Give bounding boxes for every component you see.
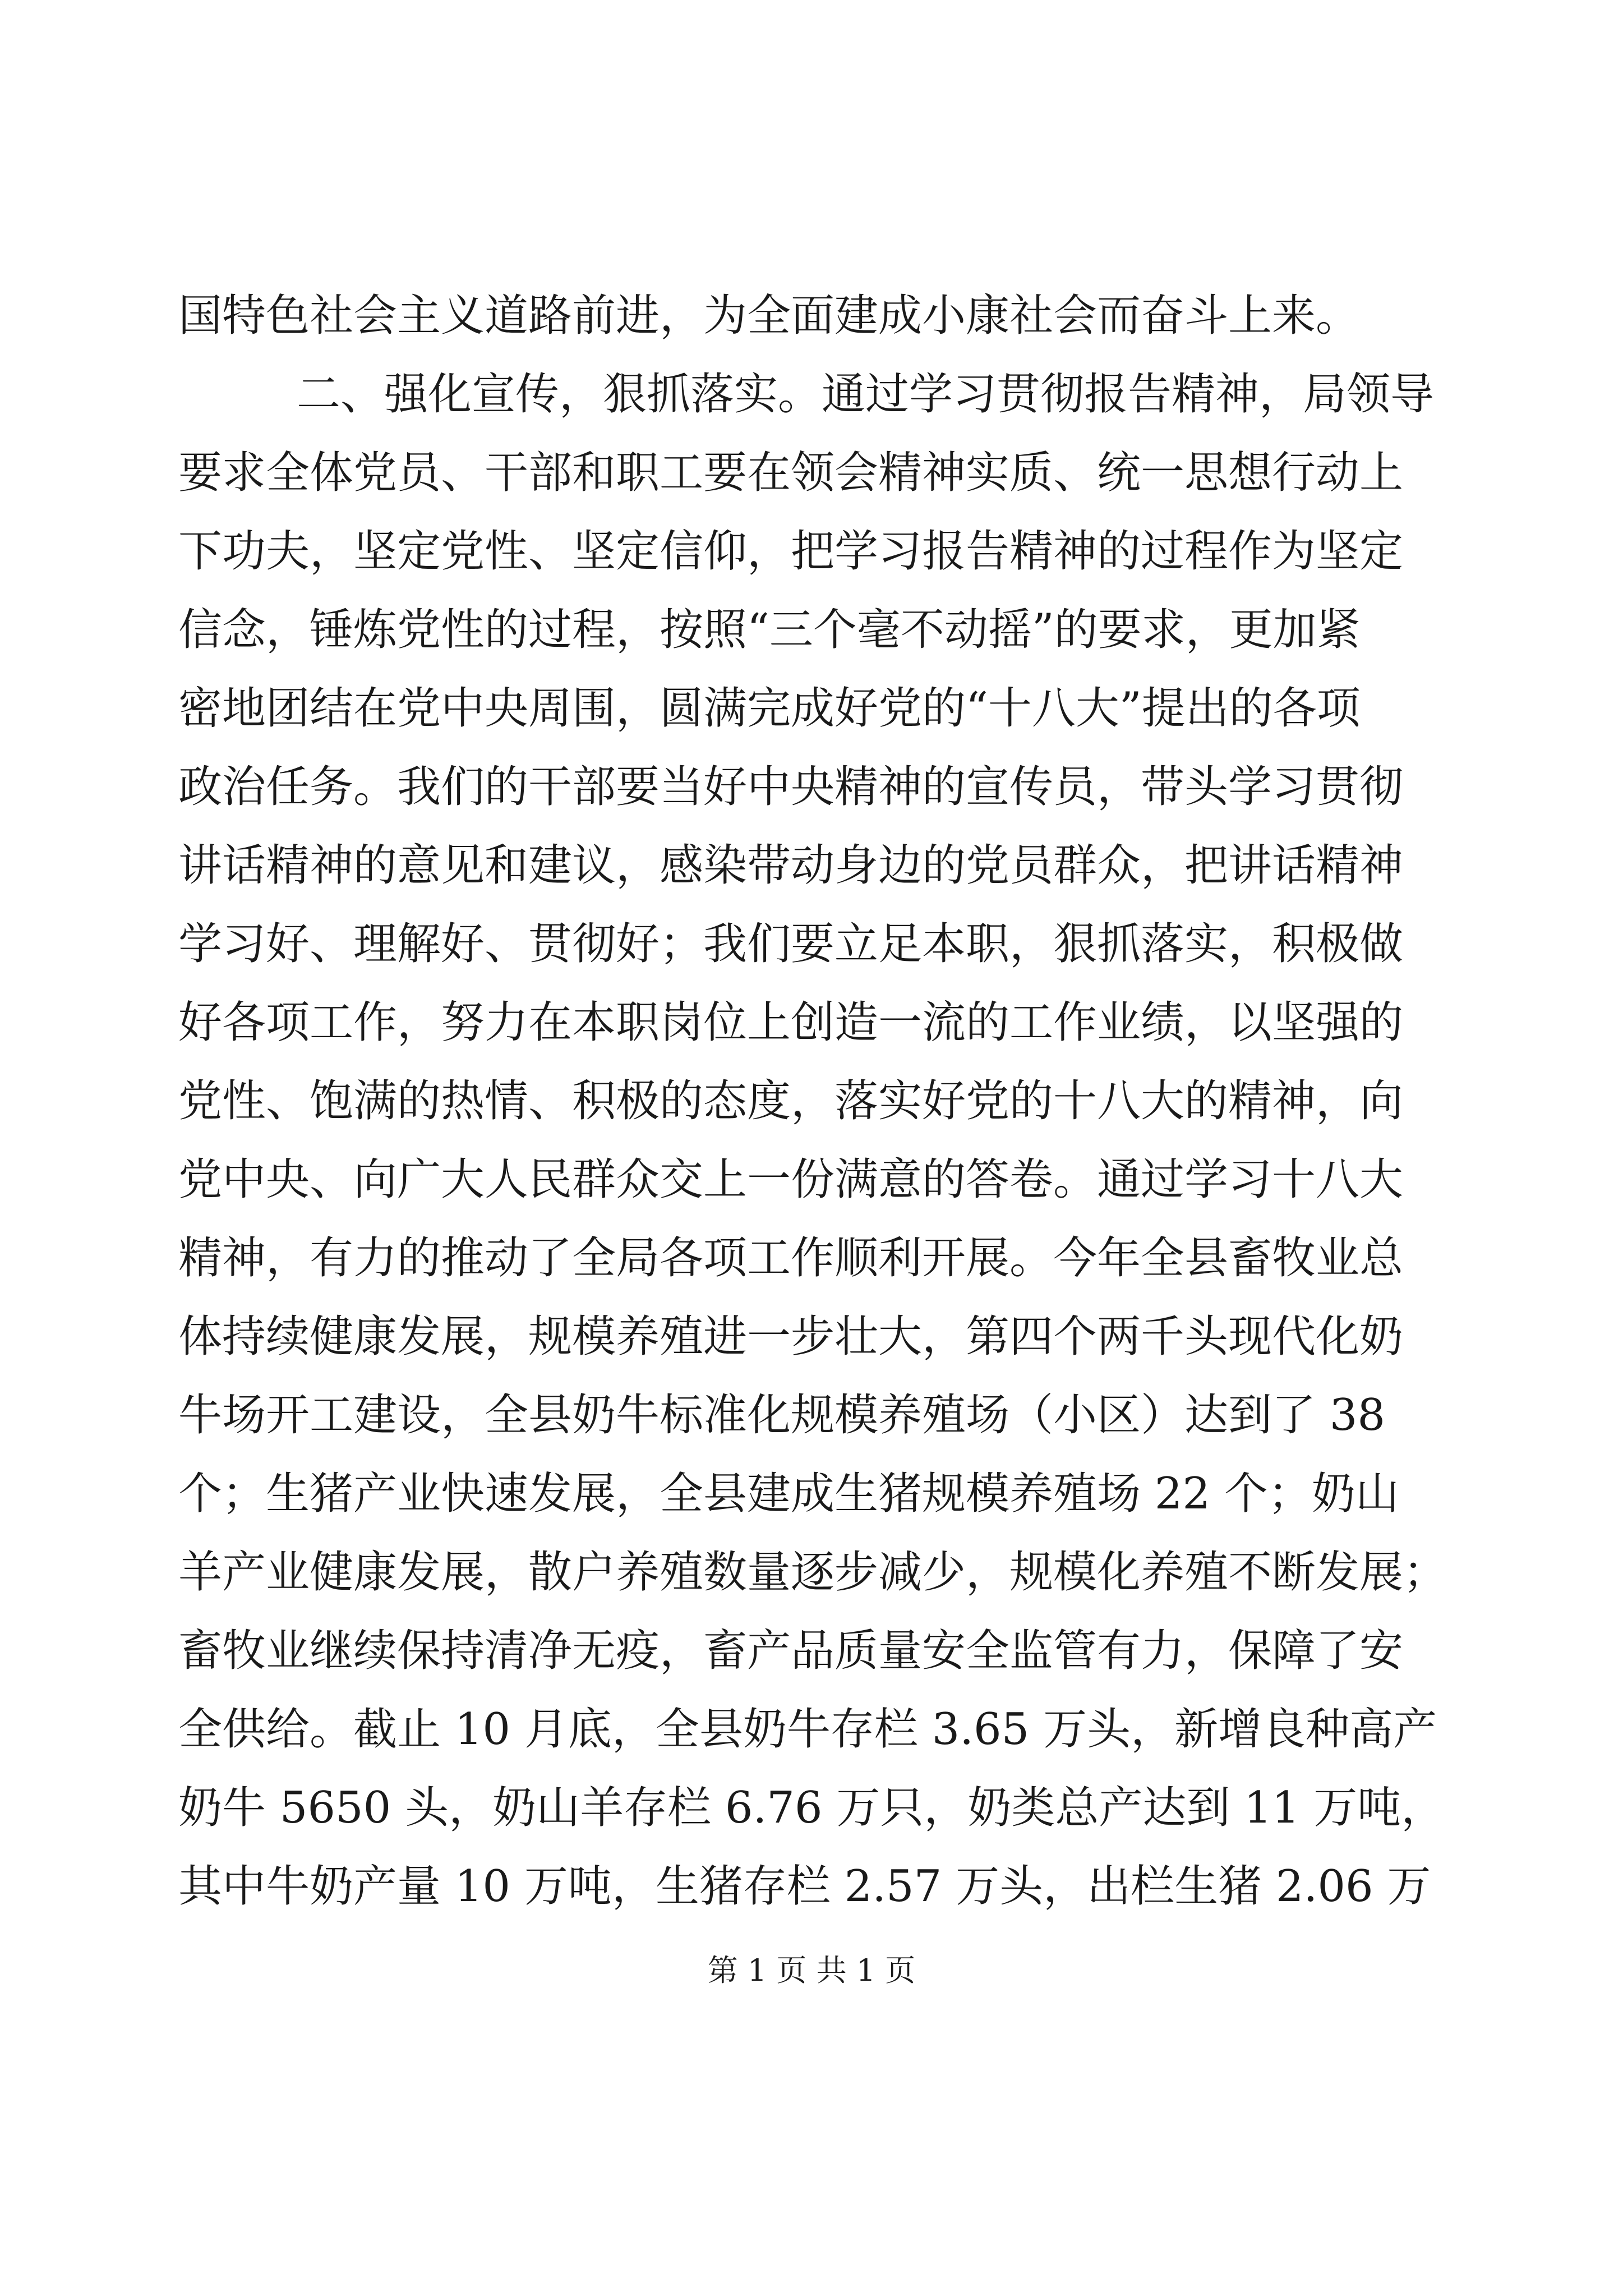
text-line: 学习好、理解好、贯彻好；我们要立足本职，狠抓落实，积极做 [178,919,1404,969]
text-line: 奶牛 5650 头，奶山羊存栏 6.76 万只，奶类总产达到 11 万吨， [178,1783,1445,1833]
text-line: 下功夫，坚定党性、坚定信仰，把学习报告精神的过程作为坚定 [178,526,1404,577]
text-line: 畜牧业继续保持清净无疫，畜产品质量安全监管有力，保障了安 [178,1626,1404,1676]
text-line: 密地团结在党中央周围，圆满完成好党的“十八大”提出的各项 [178,683,1361,734]
text-line: 政治任务。我们的干部要当好中央精神的宣传员，带头学习贯彻 [178,762,1404,812]
text-line: 其中牛奶产量 10 万吨，生猪存栏 2.57 万头，出栏生猪 2.06 万 [178,1861,1431,1912]
text-line: 国特色社会主义道路前进，为全面建成小康社会而奋斗上来。 [178,291,1360,341]
text-line: 体持续健康发展，规模养殖进一步壮大，第四个两千头现代化奶 [178,1312,1404,1362]
text-line: 个；生猪产业快速发展，全县建成生猪规模养殖场 22 个；奶山 [178,1469,1399,1519]
text-line: 好各项工作，努力在本职岗位上创造一流的工作业绩，以坚强的 [178,997,1404,1048]
text-line: 信念，锤炼党性的过程，按照“三个毫不动摇”的要求，更加紧 [178,605,1361,655]
text-line: 讲话精神的意见和建议，感染带动身边的党员群众，把讲话精神 [178,840,1404,891]
text-line: 二、强化宣传，狠抓落实。通过学习贯彻报告精神，局领导 [297,369,1435,420]
text-line: 牛场开工建设，全县奶牛标准化规模养殖场（小区）达到了 38 [178,1390,1386,1441]
text-line: 党中央、向广大人民群众交上一份满意的答卷。通过学习十八大 [178,1154,1404,1205]
page-footer: 第 1 页 共 1 页 [707,1953,916,1988]
text-line: 精神，有力的推动了全局各项工作顺利开展。今年全县畜牧业总 [178,1233,1404,1283]
text-line: 要求全体党员、干部和职工要在领会精神实质、统一思想行动上 [178,448,1404,498]
text-line: 全供给。截止 10 月底，全县奶牛存栏 3.65 万头，新增良种高产 [178,1704,1437,1755]
text-line: 羊产业健康发展，散户养殖数量逐步减少，规模化养殖不断发展； [178,1547,1447,1598]
text-line: 党性、饱满的热情、积极的态度，落实好党的十八大的精神，向 [178,1076,1404,1126]
